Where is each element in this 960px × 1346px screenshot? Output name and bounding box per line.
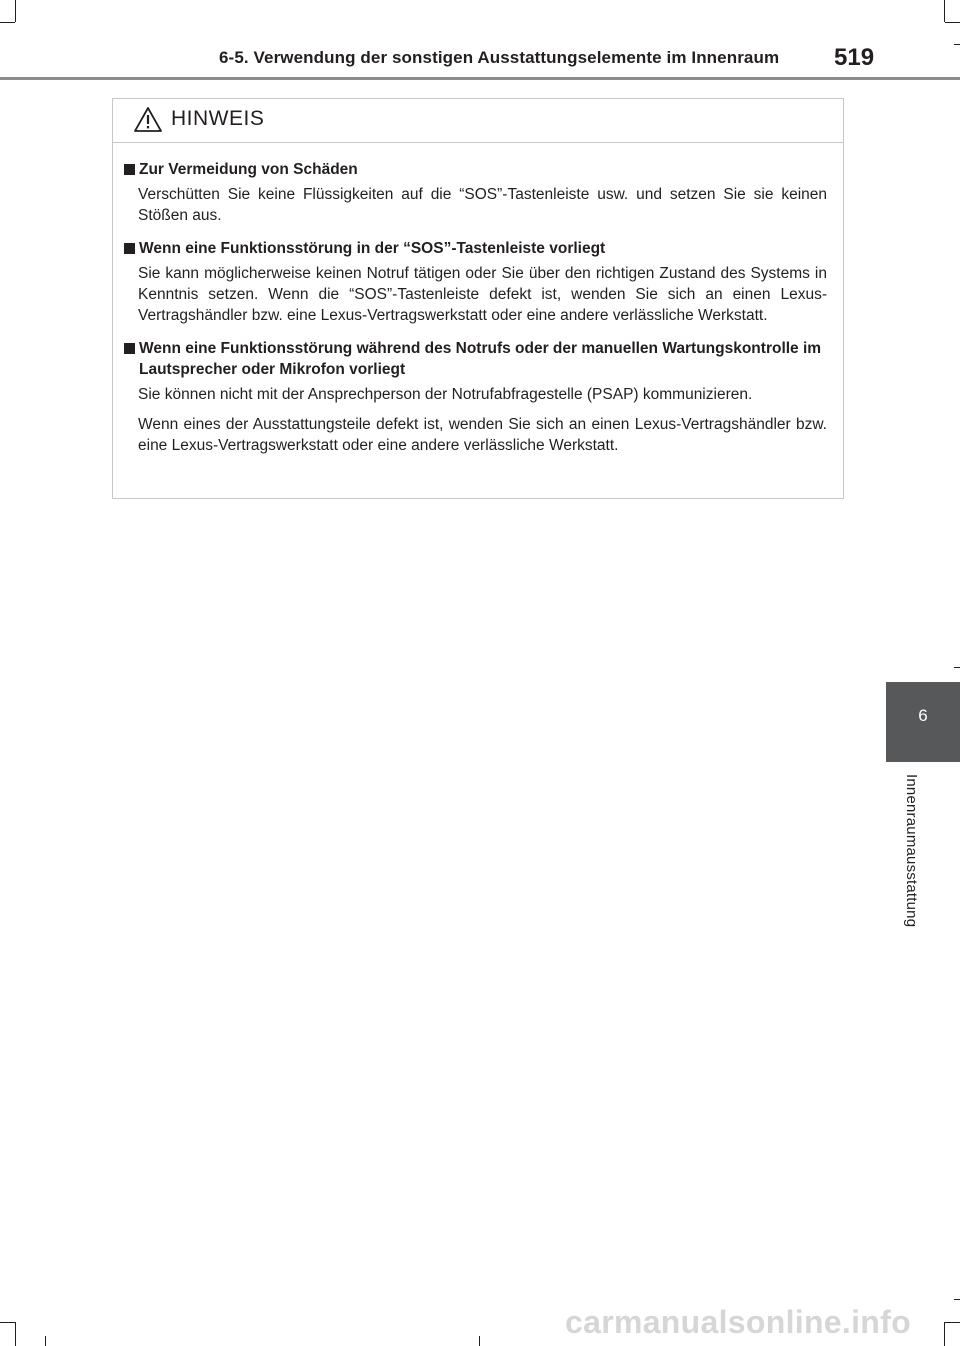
section-title: 6-5. Verwendung der sonstigen Ausstattungselemente im Innenraum <box>219 48 780 67</box>
item-heading-text: Zur Vermeidung von Schäden <box>139 161 358 178</box>
notice-item <box>113 159 843 226</box>
notice-body <box>113 159 843 468</box>
crop-mark <box>954 1299 960 1300</box>
header-rule <box>0 77 960 80</box>
notice-header <box>113 99 843 143</box>
item-paragraph: Verschütten Sie keine Flüssigkeiten auf die “SOS”-Tastenleiste usw. und setzen Sie sie keinen Stößen aus. <box>138 186 827 224</box>
notice-title: HINWEIS <box>171 107 265 130</box>
item-paragraph: Sie kann möglicherweise keinen Notruf tätigen oder Sie über den richtigen Zustand des Systems in Kenntnis setzen. Wenn die “SOS”-Tastenleiste defekt ist, wenden Sie sich an einen Lexus-Vertragshändler bzw. eine Lexus-Vertragswerkstatt oder eine andere verlässliche Werkstatt. <box>138 265 827 324</box>
crop-mark <box>944 1322 945 1346</box>
crop-mark <box>945 22 960 23</box>
notice-box <box>112 98 844 499</box>
page-number: 519 <box>834 44 875 71</box>
item-heading <box>113 238 843 259</box>
square-bullet-icon <box>124 243 135 254</box>
crop-mark <box>0 22 15 23</box>
item-heading-text: Wenn eine Funktionsstörung während des Notrufs oder der manuellen Wartungskontrolle im Lautsprecher oder Mikrofon vorliegt <box>139 340 822 378</box>
chapter-label: Innenraumausstattung <box>903 774 920 928</box>
crop-mark <box>15 1322 16 1346</box>
crop-mark <box>944 0 945 22</box>
item-paragraph: Sie können nicht mit der Ansprechperson der Notrufabfragestelle (PSAP) kommunizieren. <box>138 386 753 403</box>
item-heading <box>113 338 843 380</box>
item-heading <box>113 159 843 180</box>
crop-mark <box>954 667 960 668</box>
item-paragraph: Wenn eines der Ausstattungsteile defekt ist, wenden Sie sich an einen Lexus-Vertragshändler bzw. eine Lexus-Vertragswerkstatt oder eine andere verlässliche Werkstatt. <box>138 416 827 454</box>
warning-triangle-icon <box>133 106 163 138</box>
chapter-tab <box>886 682 960 762</box>
watermark: carmanualsonline.info <box>565 1304 911 1340</box>
crop-mark <box>945 1322 960 1323</box>
crop-mark <box>45 1336 46 1346</box>
chapter-number: 6 <box>918 706 928 725</box>
crop-mark <box>479 1336 480 1346</box>
item-heading-text: Wenn eine Funktionsstörung in der “SOS”-Tastenleiste vorliegt <box>139 240 606 257</box>
notice-item <box>113 238 843 326</box>
notice-item <box>113 338 843 456</box>
square-bullet-icon <box>124 164 135 175</box>
crop-mark <box>954 44 960 45</box>
square-bullet-icon <box>124 343 135 354</box>
crop-mark <box>0 1322 15 1323</box>
crop-mark <box>15 0 16 22</box>
